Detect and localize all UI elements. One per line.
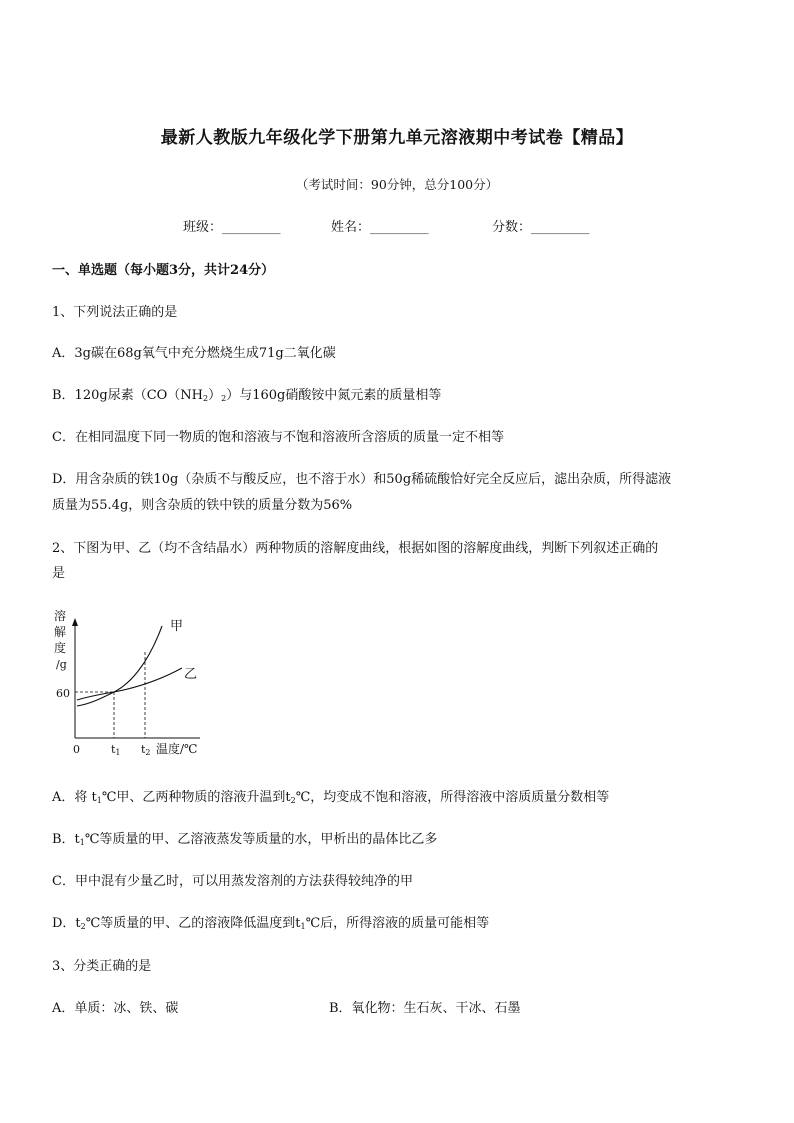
t1-letter: t [111,743,116,756]
curve-jia [77,626,162,706]
solubility-curve-graph [50,606,215,758]
q2-option-c: C．甲中混有少量乙时，可以用蒸发溶剂的方法获得较纯净的甲 [52,874,413,889]
q2-b-sub: 1 [79,838,85,847]
y-label-unit: /g [56,658,67,671]
q3-option-a: A．单质：冰、铁、碳 [52,1001,179,1016]
q2-option-b [52,828,437,847]
q1-b-text-1: B．120g尿素（CO（NH [52,388,204,403]
curve-yi [77,668,182,700]
q2-stem-line1: 2、下图为甲、乙（均不含结晶水）两种物质的溶解度曲线，根据如图的溶解度曲线，判断下列叙述正确的 [52,541,659,556]
q3-stem: 3、分类正确的是 [52,959,152,974]
q2-b-text-2: ℃等质量的甲、乙溶液蒸发等质量的水，甲析出的晶体比乙多 [84,832,438,847]
q2-a-text-3: ℃，均变成不饱和溶液，所得溶液中溶质质量分数相等 [295,790,610,805]
q1-option-a: A．3g碳在68g氧气中充分燃烧生成71g二氧化碳 [52,346,336,361]
page-title: 最新人教版九年级化学下册第九单元溶液期中考试卷【精品】 [160,128,634,148]
section-heading: 一、单选题（每小题3分，共计24分） [52,263,275,278]
q1-option-d-line2: 质量为55.4g，则含杂质的铁中铁的质量分数为56% [52,498,353,513]
class-field: 班级：_________ [183,220,281,235]
q1-stem: 1、下列说法正确的是 [52,305,178,320]
q2-option-d [52,912,489,931]
q2-d-sub-2: 1 [300,922,306,931]
y-tick-60: 60 [56,687,70,700]
label-jia: 甲 [170,619,184,634]
q2-a-sub-2: 2 [290,796,296,805]
exam-info: （考试时间：90分钟，总分100分） [295,177,499,192]
q2-d-sub-1: 2 [80,922,86,931]
q1-b-text-2: ） [208,388,222,403]
q2-a-text-2: ℃甲、乙两种物质的溶液升温到t [101,790,291,805]
q2-a-text-1: A．将 t [52,790,97,805]
q2-option-a [52,786,609,805]
q2-b-text-1: B．t [52,832,80,847]
t2-letter: t [141,743,146,756]
label-yi: 乙 [184,667,198,682]
x-tick-t1 [111,743,121,757]
y-axis-arrow [72,618,78,626]
y-label-char-3: 度 [54,641,67,655]
q2-stem-line2: 是 [52,566,66,581]
x-axis-label: 温度/℃ [156,742,198,756]
q1-option-c: C．在相同温度下同一物质的饱和溶液与不饱和溶液所含溶质的质量一定不相等 [52,430,504,445]
t1-sub: 1 [115,748,121,757]
q1-b-sub-2: 2 [221,394,227,403]
q1-b-sub-1: 2 [203,394,209,403]
q2-a-sub-1: 1 [96,796,102,805]
y-label-char-2: 解 [54,625,67,639]
q1-option-d-line1: D．用含杂质的铁10g（杂质不与酸反应，也不溶于水）和50g稀硫酸恰好完全反应后，滤出杂质，所得滤液 [52,472,672,487]
name-field: 姓名：_________ [331,220,429,235]
q2-d-text-3: ℃后，所得溶液的质量可能相等 [305,916,490,931]
q2-d-text-1: D．t [52,916,81,931]
q3-option-b: B．氧化物：生石灰、干冰、石墨 [329,1001,521,1016]
x-tick-t2 [141,743,151,757]
t2-sub: 2 [145,748,151,757]
q1-option-b [52,384,441,403]
score-field: 分数：_________ [492,220,590,235]
origin-label: 0 [73,743,80,756]
q2-d-text-2: ℃等质量的甲、乙的溶液降低温度到t [85,916,301,931]
y-label-char-1: 溶 [54,609,67,623]
q1-b-text-3: ）与160g硝酸铵中氮元素的质量相等 [226,388,442,403]
